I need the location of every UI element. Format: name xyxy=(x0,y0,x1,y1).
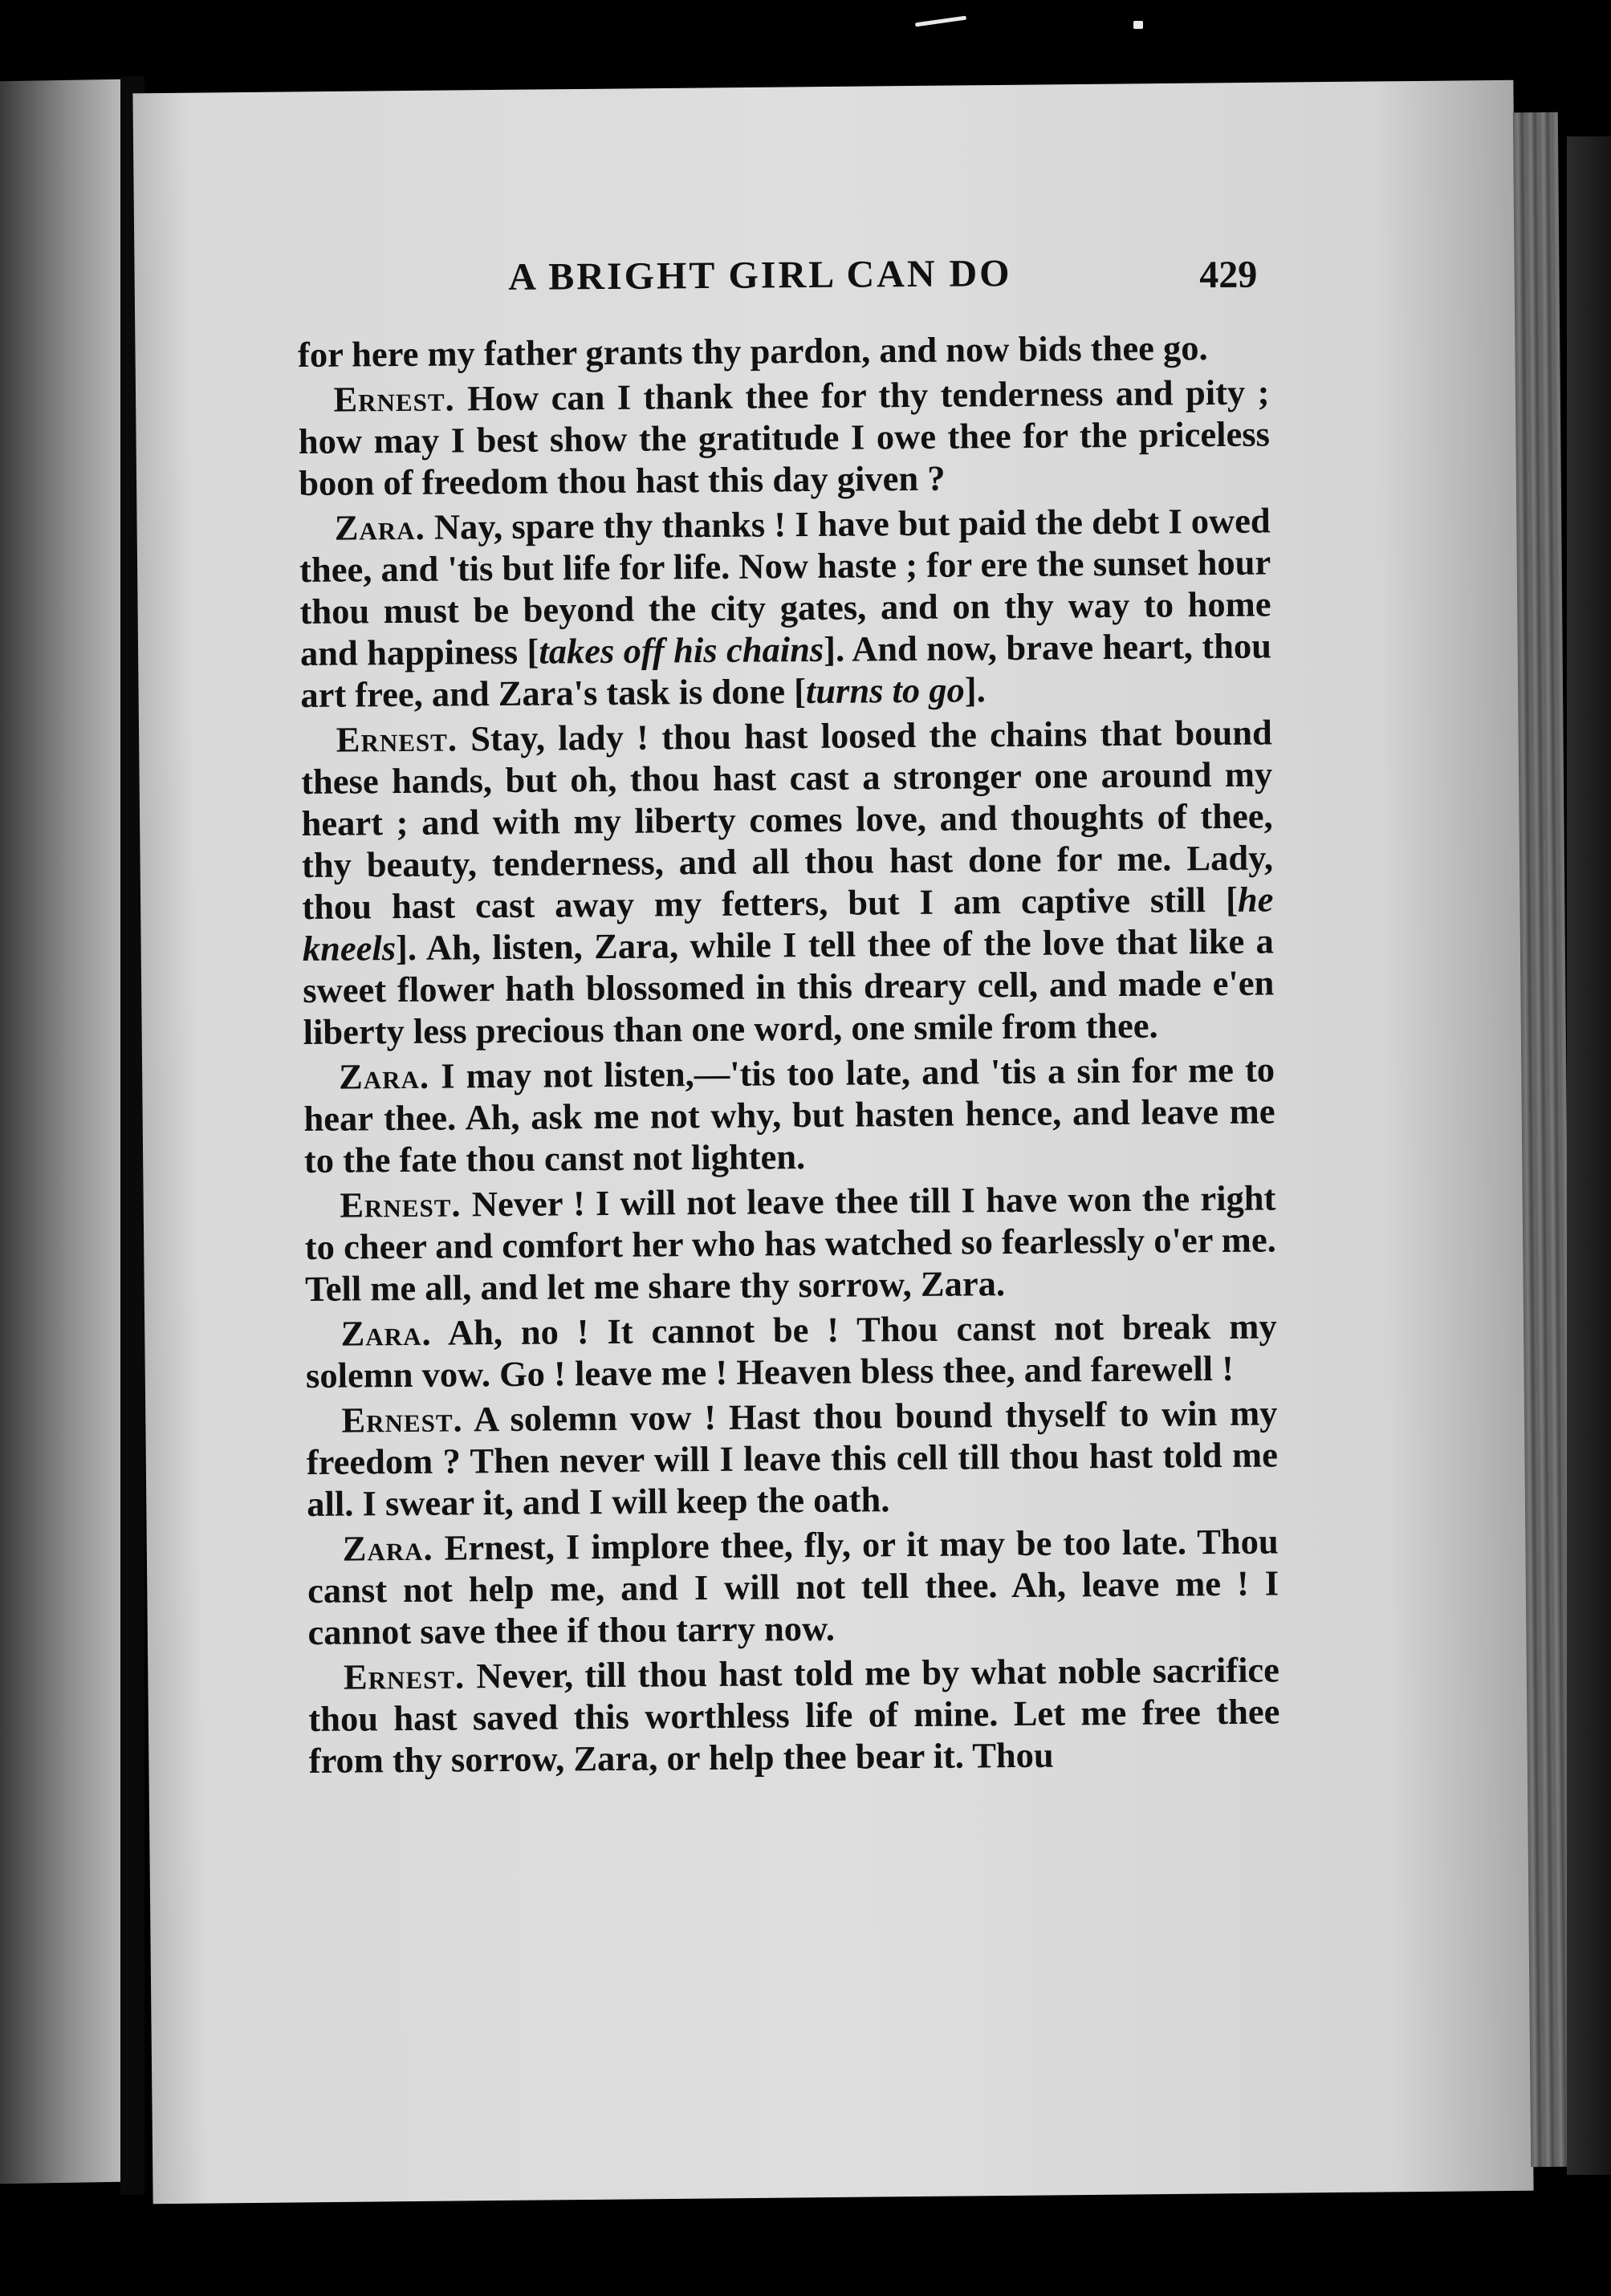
dialogue-text: Never, till thou hast told me by what noble sacrifice thou hast saved this worthless life of mine. Let me free thee from thy sorrow, Zara, or help thee bear it. Thou xyxy=(308,1649,1280,1781)
dialogue-text: ]. And now, brave heart, thou art free, and Zara's task is done [ xyxy=(300,625,1272,715)
dialogue-paragraph xyxy=(306,1392,1278,1524)
dialogue-text: A solemn vow ! Hast thou bound thyself to win my freedom ? Then never will I leave this cell till thou hast told me all. I swear it, and I will keep the oath. xyxy=(306,1392,1279,1524)
speaker-name: Ernest. xyxy=(336,718,458,760)
scan-artifact xyxy=(915,16,966,27)
dialogue-paragraph xyxy=(303,1048,1275,1181)
stage-direction: turns to go xyxy=(805,669,966,712)
running-head: A BRIGHT GIRL CAN DO xyxy=(508,252,1012,299)
speaker-name: Ernest. xyxy=(333,378,455,420)
scan-artifact xyxy=(1133,21,1143,29)
page-header xyxy=(297,241,1269,321)
speaker-name: Ernest. xyxy=(341,1399,463,1441)
speaker-name: Zara. xyxy=(342,1527,433,1569)
dialogue-text: Never ! I will not leave thee till I have won the right to cheer and comfort her who has watched so fearlessly o'er me. Tell me all, and let me share thy sorrow, Zara. xyxy=(304,1177,1276,1309)
speaker-name: Zara. xyxy=(334,506,425,548)
stage-direction: he kneels xyxy=(302,879,1274,969)
speaker-name: Zara. xyxy=(338,1055,430,1097)
page-text-block xyxy=(297,241,1280,1784)
dialogue-paragraph xyxy=(305,1305,1277,1396)
dialogue-text: I may not listen,—'tis too late, and 'tis a sin for me to hear thee. Ah, ask me not why, but hasten hence, and leave me to the fate thou canst not lighten. xyxy=(303,1049,1275,1181)
dialogue-text: Nay, spare thy thanks ! I have but paid the debt I owed thee, and 'tis but life for life. Now haste ; for ere the sunset hour thou must be beyond the city gates, and on thy way to home and happiness [ xyxy=(299,500,1271,673)
speaker-name: Zara. xyxy=(340,1312,432,1354)
dialogue-paragraph xyxy=(301,711,1275,1052)
dialogue-text: How can I thank thee for thy tenderness and pity ; how may I best show the gratitude I owe thee for the priceless boon of freedom thou hast this day given ? xyxy=(298,372,1271,503)
dialogue-text: Stay, lady ! thou hast loosed the chains that bound these hands, but oh, thou hast cast a stronger one around my heart ; and with my liberty comes love, and thoughts of thee, thy beauty, tenderness, and all thou hast done for me. Lady, thou hast cast away my fetters, but I am captive still [ xyxy=(301,712,1274,927)
speaker-name: Ernest. xyxy=(343,1656,466,1697)
stage-direction: takes off his chains xyxy=(539,628,824,672)
dialogue-text: ]. xyxy=(964,669,986,710)
page-number: 429 xyxy=(1199,253,1258,297)
dialogue-paragraph xyxy=(304,1176,1276,1309)
dialogue-paragraph xyxy=(299,499,1272,715)
dialogue-paragraph xyxy=(307,1520,1279,1652)
dialogue-paragraph xyxy=(298,371,1270,503)
facing-page-edge xyxy=(0,79,120,2184)
dialogue-text: Ernest, I implore thee, fly, or it may be too late. Thou canst not help me, and I will not tell thee. Ah, leave me ! I cannot save thee if thou tarry now. xyxy=(307,1521,1279,1652)
speaker-name: Ernest. xyxy=(340,1184,462,1225)
dialogue-text: ]. Ah, listen, Zara, while I tell thee of the love that like a sweet flower hath blossomed in this dreary cell, and made e'en liberty less precious than one word, one smile from thee. xyxy=(303,920,1275,1052)
scan-border xyxy=(1567,136,1611,2175)
paragraph-text: for here my father grants thy pardon, and now bids thee go. xyxy=(297,327,1208,375)
paragraph-continued xyxy=(298,326,1269,376)
dialogue-text: Ah, no ! It cannot be ! Thou canst not break my solemn vow. Go ! leave me ! Heaven bless thee, and farewell ! xyxy=(305,1306,1277,1396)
dialogue-paragraph xyxy=(308,1648,1280,1781)
